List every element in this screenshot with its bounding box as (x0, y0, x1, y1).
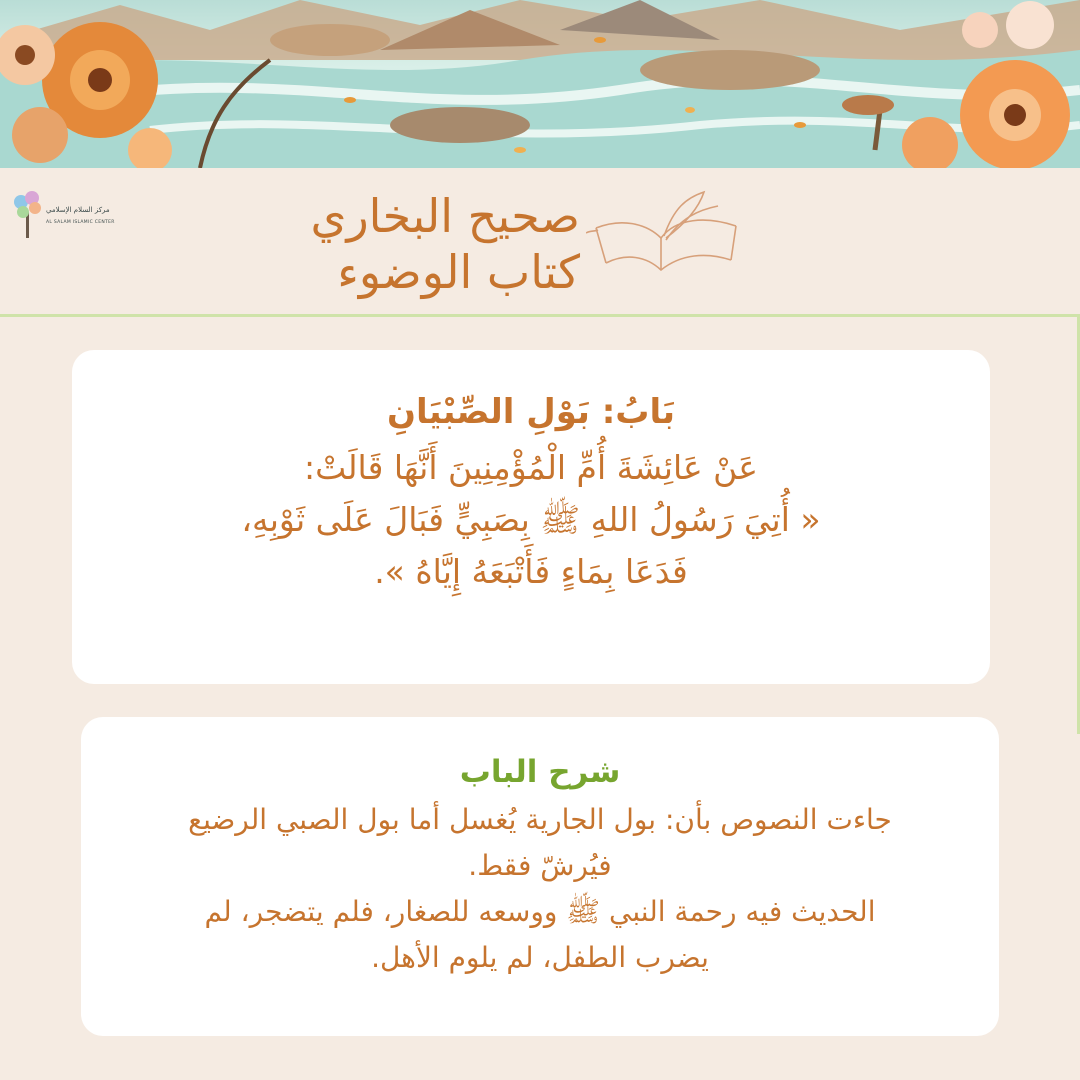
page-title (200, 188, 580, 300)
hadith-line-3: فَدَعَا بِمَاءٍ فَأَتْبَعَهُ إِيَّاهُ ». (374, 552, 688, 591)
explanation-card (81, 717, 999, 1036)
hadith-line-1: عَنْ عَائِشَةَ أُمِّ الْمُؤْمِنِينَ أَنَّهَا قَالَتْ: (303, 448, 758, 487)
hadith-line-2: « أُتِيَ رَسُولُ اللهِ ﷺ بِصَبِيٍّ فَبَالَ عَلَى ثَوْبِهِ، (241, 500, 821, 539)
open-book-icon (586, 188, 741, 278)
explanation-text-block (121, 747, 959, 981)
explanation-line-2: فيُرشّ فقط. (468, 849, 612, 882)
organization-logo (12, 190, 115, 246)
explanation-line-3: الحديث فيه رحمة النبي ﷺ ووسعه للصغار، فلم يتضجر، لم (204, 895, 876, 928)
logo-english-text: AL SALAM ISLAMIC CENTER (46, 220, 115, 225)
logo-tree-icon (12, 190, 44, 240)
autumn-river-banner (0, 0, 1080, 168)
hadith-chapter-title: بَابُ: بَوْلِ الصِّبْيَانِ (386, 392, 676, 432)
hadith-text-block (72, 388, 990, 598)
explanation-line-1: جاءت النصوص بأن: بول الجارية يُغسل أما بول الصبي الرضيع (188, 803, 892, 836)
logo-arabic-text: مركز السلام الإسلامي (46, 206, 110, 214)
banner-illustration (0, 0, 1080, 168)
explanation-line-4: يضرب الطفل، لم يلوم الأهل. (371, 941, 709, 974)
title-book-name: صحيح البخاري (310, 189, 580, 243)
explanation-title: شرح الباب (459, 754, 621, 790)
hadith-card (72, 350, 990, 684)
title-chapter-name: كتاب الوضوء (337, 245, 580, 299)
